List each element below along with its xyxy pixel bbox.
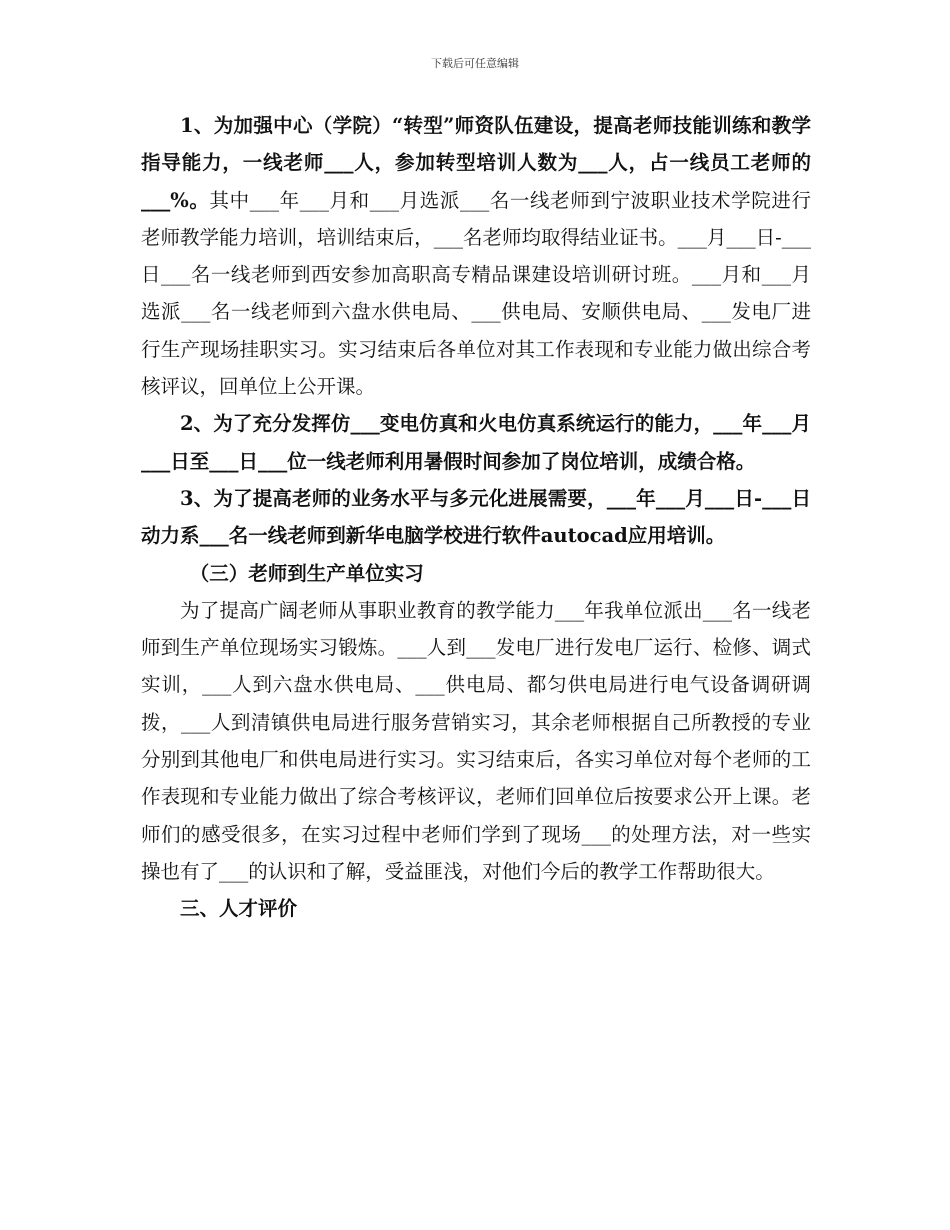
paragraph-1: [141, 107, 811, 405]
paragraph-2: 2、为了充分发挥仿___变电仿真和火电仿真系统运行的能力，___年___月___日至___日___位一线老师利用暑假时间参加了岗位培训，成绩合格。: [141, 412, 811, 473]
page-header-note: 下载后可任意编辑: [431, 57, 519, 70]
section-heading-internship: （三）老师到生产单位实习: [189, 561, 424, 585]
document-body: [141, 107, 811, 928]
paragraph-1-lead: 1、为加强中心（学院）“转型”师资队伍建设，提高老师技能训练和教学指导能力，一线老师___人，参加转型培训人数为___人，占一线员工老师的___%。: [141, 114, 811, 212]
paragraph-1-body: 其中___年___月和___月选派___名一线老师到宁波职业技术学院进行老师教学能力培训，培训结束后，___名老师均取得结业证书。___月___日-___日___名一线老师到西安参加高职高专精品课建设培训研讨班。___月和___月选派___名一线老师到六盘水供电局、___供电局、安顺供电局、___发电厂进行生产现场挂职实习。实习结束后各单位对其工作表现和专业能力做出综合考核评议，回单位上公开课。: [141, 188, 811, 399]
paragraph-4: 为了提高广阔老师从事职业教育的教学能力___年我单位派出___名一线老师到生产单位现场实习锻炼。___人到___发电厂进行发电厂运行、检修、调式实训，___人到六盘水供电局、___供电局、都匀供电局进行电气设备调研调拨，___人到清镇供电局进行服务营销实习，其余老师根据自己所教授的专业分别到其他电厂和供电局进行实习。实习结束后，各实习单位对每个老师的工作表现和专业能力做出了综合考核评议，老师们回单位后按要求公开上课。老师们的感受很多，在实习过程中老师们学到了现场___的处理方法，对一些实操也有了___的认识和了解，受益匪浅，对他们今后的教学工作帮助很大。: [141, 598, 811, 883]
paragraph-3: 3、为了提高老师的业务水平与多元化进展需要，___年___月___日-___日动力系___名一线老师到新华电脑学校进行软件autocad应用培训。: [141, 486, 811, 548]
section-heading-talent-evaluation: 三、人才评价: [180, 897, 298, 921]
